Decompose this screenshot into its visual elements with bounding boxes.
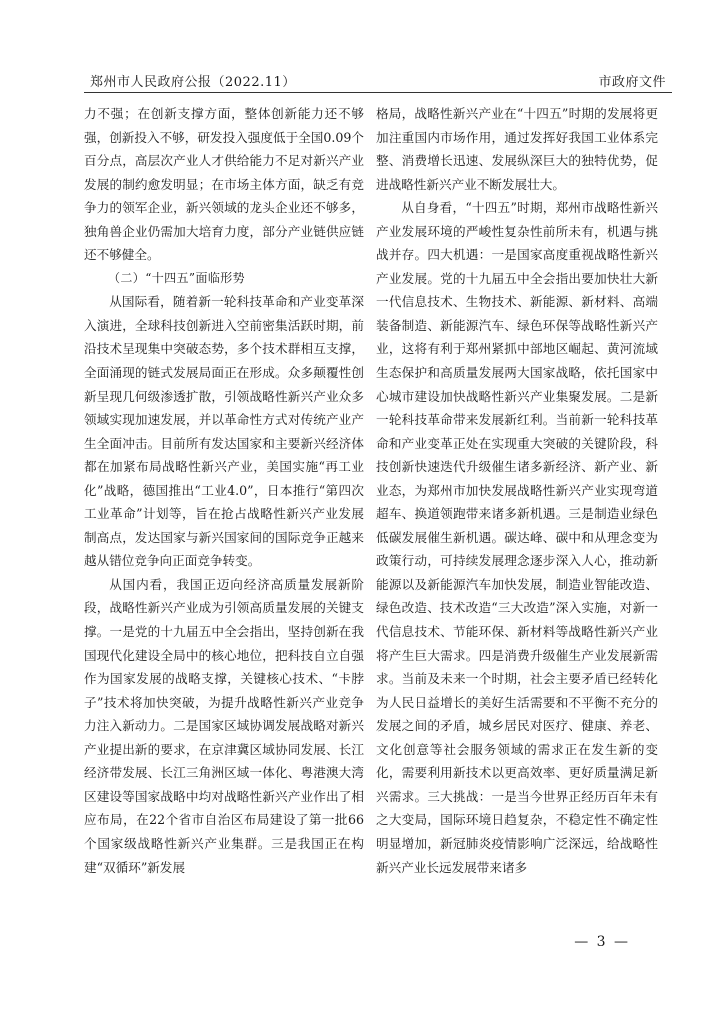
body-paragraph: 力不强；在创新支撑方面，整体创新能力还不够强，创新投入不够，研发投入强度低于全国0.09个百分点，高层次产业人才供给能力不足对新兴产业发展的制约愈发明显；在市场主体方面，缺乏有竞争力的领军企业，新兴领域的龙头企业还不够多，独角兽企业仍需加大培育力度，部分产业链供应链还不够健全。: [84, 106, 364, 263]
page-number: — 3 —: [574, 934, 630, 950]
left-column: [84, 102, 364, 879]
section-title: 市政府文件: [598, 75, 666, 90]
body-paragraph: 从国内看，我国正迈向经济高质量发展新阶段，战略性新兴产业成为引领高质量发展的关键支撑。一是党的十九届五中全会指出，坚持创新在我国现代化建设全局中的核心地位，把科技自立自强作为国家发展的战略支撑，关键核心技术、“卡脖子”技术将加快突破，为提升战略性新兴产业竞争力注入新动力。二是国家区域协调发展战略对新兴产业提出新的要求，在京津冀区域协同发展、长江经济带发展、长江三角洲区域一体化、粤港澳大湾区建设等国家战略中均对战略性新兴产业作出了相应布局，在22个省市自治区布局建设了第一批66个国家级战略性新兴产业集群。三是我国正在构建“双循环”新发展: [84, 576, 364, 875]
header-divider: [84, 92, 672, 93]
page-header: [90, 66, 666, 90]
body-paragraph: 从国际看，随着新一轮科技革命和产业变革深入演进，全球科技创新进入空前密集活跃时期，前沿技术呈现集中突破态势，多个技术群相互支撑，全面涌现的链式发展局面正在形成。众多颠覆性创新呈现几何级渗透扩散，引领战略性新兴产业众多领域实现加速发展，并以革命性方式对传统产业产生全面冲击。目前所有发达国家和主要新兴经济体都在加紧布局战略性新兴产业，美国实施“再工业化”战略，德国推出“工业4.0”，日本推行“第四次工业革命”计划等，旨在抢占战略性新兴产业发展制高点，发达国家与新兴国家间的国际竞争正越来越从错位竞争向正面竞争转变。: [84, 294, 364, 569]
section-subheading: （二）“十四五”面临形势: [108, 270, 246, 285]
right-column: [376, 102, 658, 879]
body-paragraph: 从自身看，“十四五”时期，郑州市战略性新兴产业发展环境的严峻性复杂性前所未有，机遇与挑战并存。四大机遇：一是国家高度重视战略性新兴产业发展。党的十九届五中全会指出要加快壮大新一代信息技术、生物技术、新能源、新材料、高端装备制造、新能源汽车、绿色环保等战略性新兴产业，这将有利于郑州紧抓中部地区崛起、黄河流域生态保护和高质量发展两大国家战略，依托国家中心城市建设加快战略性新兴产业集聚发展。二是新一轮科技革命带来发展新红利。当前新一轮科技革命和产业变革正处在实现重大突破的关键阶段，科技创新快速迭代升级催生诸多新经济、新产业、新业态，为郑州市加快发展战略性新兴产业实现弯道超车、换道领跑带来诸多新机遇。三是制造业绿色低碳发展催生新机遇。碳达峰、碳中和从理念变为政策行动，可持续发展理念逐步深入人心，推动新能源以及新能源汽车加快发展，制造业智能改造、绿色改造、技术改造“三大改造”深入实施，对新一代信息技术、节能环保、新材料等战略性新兴产业将产生巨大需求。四是消费升级催生产业发展新需求。当前及未来一个时期，社会主要矛盾已经转化为人民日益增长的美好生活需要和不平衡不充分的发展之间的矛盾，城乡居民对医疗、健康、养老、文化创意等社会服务领域的需求正在发生新的变化，需要利用新技术以更高效率、更好质量满足新兴需求。三大挑战：一是当今世界正经历百年未有之大变局，国际环境日趋复杂，不稳定性不确定性明显增加，新冠肺炎疫情影响广泛深远，给战略性新兴产业长远发展带来诸多: [376, 200, 658, 875]
publication-title: 郑州市人民政府公报（2022.11）: [90, 75, 296, 90]
body-paragraph: 格局，战略性新兴产业在“十四五”时期的发展将更加注重国内市场作用，通过发挥好我国工业体系完整、消费增长迅速、发展纵深巨大的独特优势，促进战略性新兴产业不断发展壮大。: [376, 106, 658, 192]
